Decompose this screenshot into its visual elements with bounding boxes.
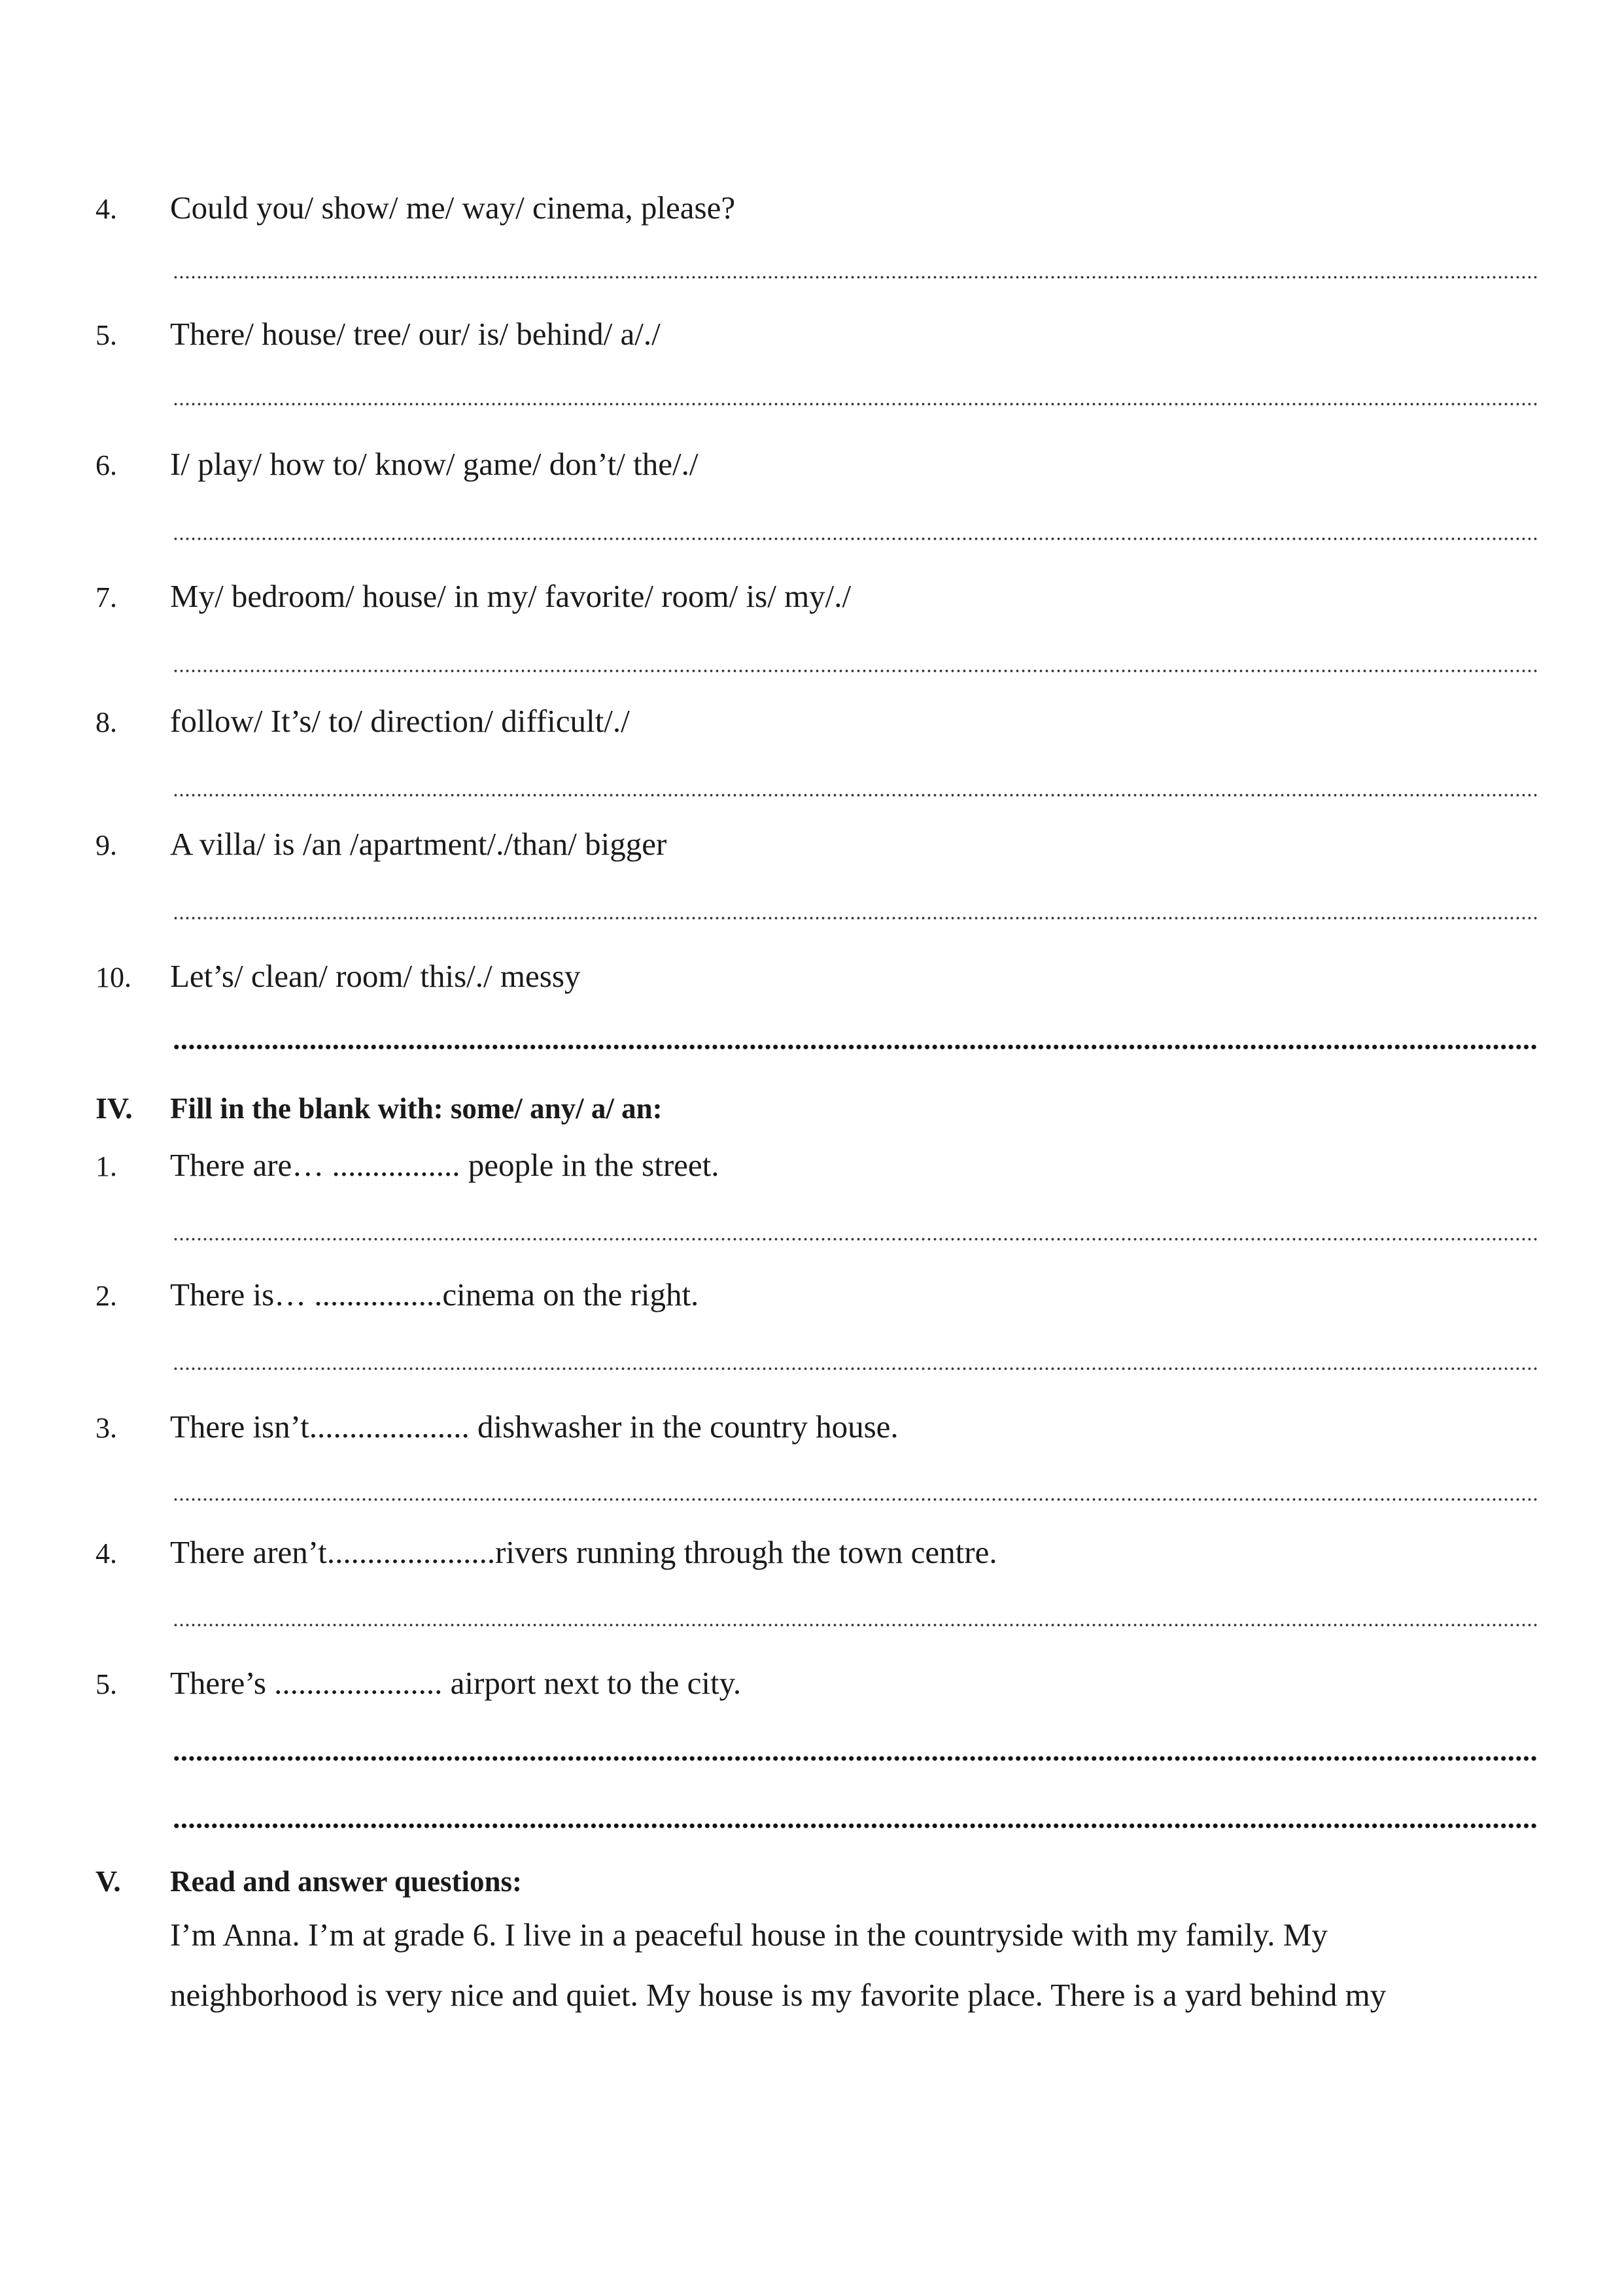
answer-line[interactable] <box>173 1235 1537 1244</box>
item-number: 2. <box>95 1280 117 1312</box>
section-number: V. <box>95 1864 121 1898</box>
item-number: 10. <box>95 961 131 993</box>
answer-line[interactable] <box>173 1754 1537 1763</box>
exercise-item <box>95 958 1534 1010</box>
item-prompt: There/ house/ tree/ our/ is/ behind/ a/./ <box>170 316 661 352</box>
exercise-item <box>95 1665 1534 1717</box>
answer-line[interactable] <box>173 273 1537 282</box>
answer-line[interactable] <box>173 1620 1537 1630</box>
item-number: 1. <box>95 1150 117 1182</box>
exercise-item <box>95 316 1534 368</box>
item-prompt: follow/ It’s/ to/ direction/ difficult/./ <box>170 703 630 739</box>
answer-line[interactable] <box>173 534 1537 543</box>
item-prompt: A villa/ is /an /apartment/./than/ bigger <box>170 826 667 862</box>
exercise-item <box>95 190 1534 242</box>
exercise-item <box>95 1277 1534 1329</box>
exercise-item <box>95 578 1534 630</box>
exercise-item <box>95 1147 1534 1199</box>
exercise-item <box>95 1534 1534 1586</box>
item-number: 4. <box>95 1537 117 1569</box>
item-number: 6. <box>95 449 117 481</box>
item-number: 8. <box>95 706 117 738</box>
item-number: 5. <box>95 319 117 351</box>
item-prompt: There’s ..................... airport next to the city. <box>170 1665 742 1701</box>
passage-line: I’m Anna. I’m at grade 6. I live in a peaceful house in the countryside with my family. My <box>170 1917 1328 1953</box>
reading-passage <box>170 1905 1544 2025</box>
section-title: Fill in the blank with: some/ any/ a/ an: <box>170 1092 663 1125</box>
item-prompt: My/ bedroom/ house/ in my/ favorite/ room/ is/ my/./ <box>170 578 852 614</box>
answer-line[interactable] <box>173 1042 1537 1052</box>
item-number: 4. <box>95 193 117 225</box>
item-prompt: There aren’t.....................rivers running through the town centre. <box>170 1534 997 1570</box>
answer-line[interactable] <box>173 791 1537 800</box>
item-number: 7. <box>95 581 117 613</box>
section-title: Read and answer questions: <box>170 1865 523 1898</box>
answer-line[interactable] <box>173 666 1537 676</box>
answer-line[interactable] <box>173 1495 1537 1504</box>
answer-line[interactable] <box>173 1821 1537 1830</box>
exercise-item <box>95 703 1534 755</box>
item-prompt: There is… ................cinema on the right. <box>170 1277 699 1312</box>
answer-line[interactable] <box>173 914 1537 923</box>
item-prompt: Let’s/ clean/ room/ this/./ messy <box>170 958 581 994</box>
item-number: 5. <box>95 1668 117 1700</box>
item-prompt: There isn’t.................... dishwasher in the country house. <box>170 1409 899 1445</box>
item-number: 9. <box>95 829 117 861</box>
exercise-item <box>95 1409 1534 1461</box>
exercise-item <box>95 826 1534 878</box>
item-number: 3. <box>95 1412 117 1444</box>
item-prompt: Could you/ show/ me/ way/ cinema, please? <box>170 190 736 226</box>
answer-line[interactable] <box>173 400 1537 409</box>
item-prompt: There are… ................ people in the street. <box>170 1147 719 1183</box>
section-number: IV. <box>95 1091 133 1125</box>
passage-line: neighborhood is very nice and quiet. My house is my favorite place. There is a yard behind my <box>170 1977 1387 2013</box>
answer-line[interactable] <box>173 1364 1537 1373</box>
item-prompt: I/ play/ how to/ know/ game/ don’t/ the/./ <box>170 446 699 482</box>
exercise-item <box>95 446 1534 498</box>
section-heading <box>95 1089 1534 1141</box>
